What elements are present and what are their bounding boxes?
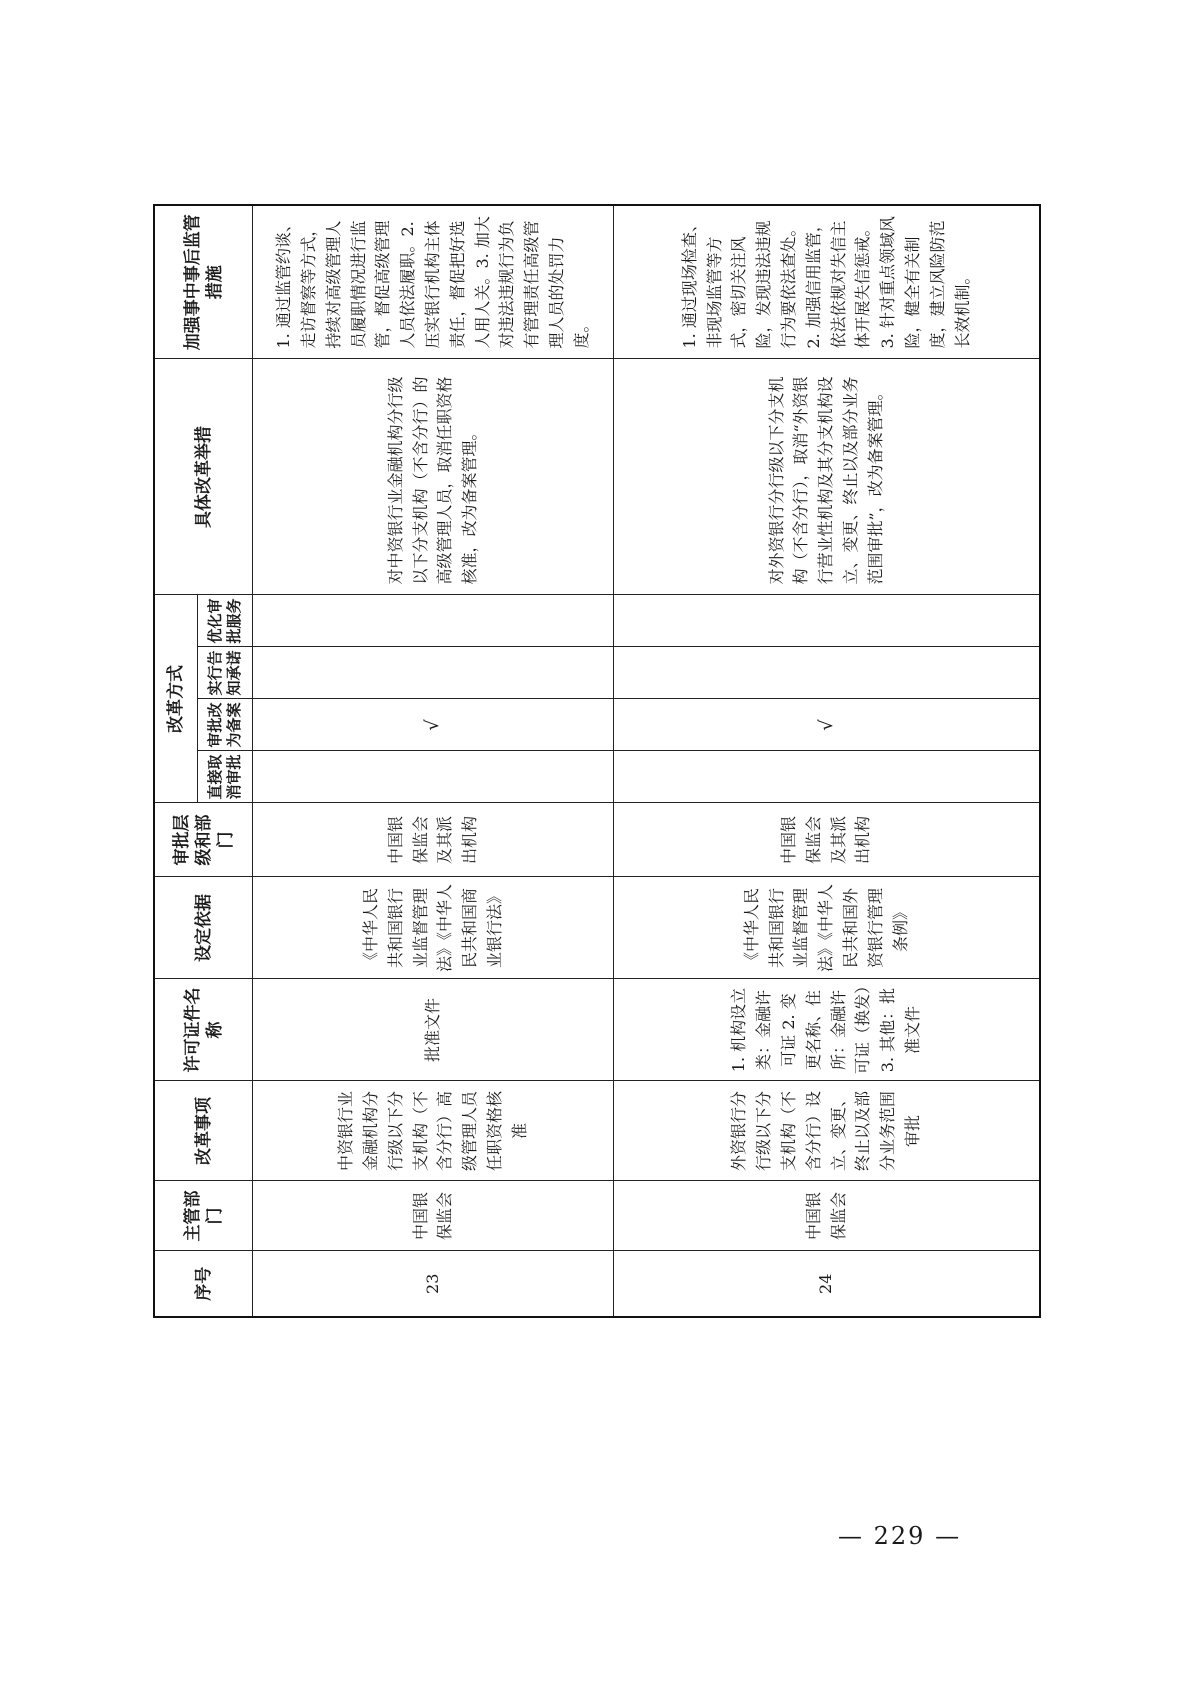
header-mode-notify: 实行告知承诺 (197, 647, 253, 699)
cell-supervision: 1. 通过现场检查、非现场监管等方式，密切关注风险，发现违法违规行为要依法查处。2. 加强信用监管，依法依规对失信主体开展失信惩戒。3. 针对重点领域风险，健全有关制度，建立风险防范长效机制。 (614, 205, 1040, 359)
cell-level: 中国银保监会及其派出机构 (614, 803, 1040, 877)
cell-seq: 23 (253, 1251, 614, 1317)
header-mode-filing: 审批改为备案 (197, 699, 253, 751)
header-basis: 设定依据 (154, 877, 253, 979)
page-number: — 229 — (838, 1522, 962, 1550)
cell-mode-filing: √ (253, 699, 614, 751)
cell-mode-cancel (253, 751, 614, 803)
cell-basis: 《中华人民共和国银行业监督管理法》《中华人民共和国商业银行法》 (253, 877, 614, 979)
cell-dept: 中国银保监会 (614, 1181, 1040, 1251)
cell-dept: 中国银保监会 (253, 1181, 614, 1251)
table-row (253, 205, 614, 1317)
cell-item: 中资银行业金融机构分行级以下分支机构（不含分行）高级管理人员任职资格核准 (253, 1081, 614, 1181)
cell-license: 1. 机构设立类：金融许可证 2. 变更名称、住所：金融许可证（换发）3. 其他：批准文件 (614, 979, 1040, 1081)
header-level: 审批层级和部门 (154, 803, 253, 877)
cell-mode-notify (614, 647, 1040, 699)
table-row (614, 205, 1040, 1317)
header-mode-cancel: 直接取消审批 (197, 751, 253, 803)
cell-mode-notify (253, 647, 614, 699)
cell-item: 外资银行分行级以下分支机构（不含分行）设立、变更、终止以及部分业务范围审批 (614, 1081, 1040, 1181)
cell-level: 中国银保监会及其派出机构 (253, 803, 614, 877)
cell-license: 批准文件 (253, 979, 614, 1081)
reform-table-rotated-wrapper (153, 206, 1041, 1318)
reform-table-rotated (153, 206, 1041, 1318)
cell-measures: 对外资银行分行级以下分支机构（不含分行），取消“外资银行营业性机构及其分支机构设立、变更、终止以及部分业务范围审批”，改为备案管理。 (614, 359, 1040, 595)
cell-mode-filing: √ (614, 699, 1040, 751)
header-measures: 具体改革举措 (154, 359, 253, 595)
cell-supervision: 1. 通过监管约谈、走访督察等方式，持续对高级管理人员履职情况进行监管，督促高级管理人员依法履职。2. 压实银行机构主体责任，督促把好选人用人关。3. 加大对违法违规行为负有管理责任高级管理人员的处罚力度。 (253, 205, 614, 359)
header-row-top (154, 205, 197, 1317)
cell-mode-optimize (253, 595, 614, 647)
cell-mode-cancel (614, 751, 1040, 803)
header-dept: 主管部门 (154, 1181, 253, 1251)
header-item: 改革事项 (154, 1081, 253, 1181)
reform-table (153, 204, 1041, 1318)
header-mode-optimize: 优化审批服务 (197, 595, 253, 647)
header-reform-mode: 改革方式 (154, 595, 197, 803)
header-supervision: 加强事中事后监管措施 (154, 205, 253, 359)
header-seq: 序号 (154, 1251, 253, 1317)
cell-seq: 24 (614, 1251, 1040, 1317)
cell-measures: 对中资银行业金融机构分行级以下分支机构（不含分行）的高级管理人员，取消任职资格核准，改为备案管理。 (253, 359, 614, 595)
cell-basis: 《中华人民共和国银行业监督管理法》《中华人民共和国外资银行管理条例》 (614, 877, 1040, 979)
header-license: 许可证件名称 (154, 979, 253, 1081)
cell-mode-optimize (614, 595, 1040, 647)
